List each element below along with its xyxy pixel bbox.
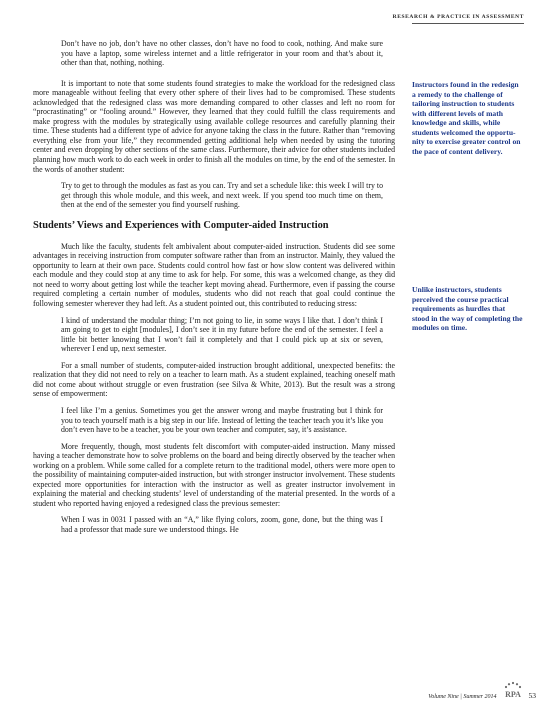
block-quote: I feel like I’m a genius. Sometimes you get the answer wrong and maybe frustrating but I think for you to teach yourself math is a big step in our life. Instead of letting the teacher teach you it’s like you don’t even have to be a teacher, you be your own teacher and computer, say, it’s assistance. — [61, 405, 383, 435]
block-quote: Don’t have no job, don’t have no other classes, don’t have no food to cook, nothing. And make sure you have a laptop, some wireless internet and a little refrigerator in your room and that’s about it, other than that, nothing, nothing. — [61, 39, 383, 68]
body-paragraph: It is important to note that some students found strategies to make the workload for the redesigned class more manageable without feeling that every other sphere of their lives had to be compromised. These students acknowledged that the redesigned class was more demanding compared to other classes and left no room for “procrastinating” or “fooling around.” However, they learned that they could fulfill the class requirements and make progress with the modules by strategically using available college resources and carefully planning their time. These students had a different type of advice for anyone taking the class in the future. Rather than “removing everything else from your life,” they recommended getting additional help when needed by using the tutoring center and even dropping by other sections of the same class. Furthermore, their advice for other students included planning how much work to do each week in order to finish all the modules on time, by the end of the semester. In the words of another student: — [33, 78, 395, 174]
section-heading: Students’ Views and Experiences with Computer-aided Instruction — [33, 219, 329, 231]
body-paragraph: More frequently, though, most students felt discomfort with computer-aided instruction. Many missed having a teacher demonstrate how to solve problems on the board and being directly observed by the teacher when working on a problem. While some called for a complete return to the traditional model, others were more open to the possibility of maintaining computer-aided instruction, but with stronger instructor involvement. These students expected more opportunities for interaction with the instructor as well as greater instructor involvement in explaining the material and checking students’ level of understanding of the material presented. In the words of a student who reported having enjoyed a redesigned class the previous semester: — [33, 441, 395, 508]
rpa-logo-icon — [502, 680, 524, 702]
issue-label: Volume Nine | Summer 2014 — [428, 694, 497, 700]
block-quote: When I was in 0031 I passed with an “A,” like flying colors, zoom, gone, done, but the thing was I had a professor that made sure we understood things. He — [61, 515, 383, 534]
sidebar-callout: Unlike instructors, students perceived the course practical requirements as hurdles that stood in the way of completing the modules on time. — [412, 285, 523, 332]
sidebar-callout: Instructors found in the redesign a remedy to the challenge of tailoring instruction to students with different levels of math knowledge and skills, while students welcomed the opportu-nity to exercise greater control on the pace of content delivery. — [412, 80, 521, 156]
svg-text:RPA: RPA — [504, 690, 521, 699]
body-paragraph: For a small number of students, computer-aided instruction brought additional, unexpected benefits: the realization that they did not need to rely on a teacher to learn math. As a student explained, teaching oneself math did not come about without struggle or even frustration (see Silva & White, 2013). But the result was a strong sense of empowerment: — [33, 360, 395, 399]
block-quote: I kind of understand the modular thing; I’m not going to lie, in some ways I like that. I don’t think I am going to get to eight [modules], I don’t see it in my future before the end of the semester. I feel a little bit better knowing that I won’t fail it completely and that I could pick up at six or seven, wherever I end up, next semester. — [61, 315, 383, 354]
page-number: 53 — [528, 691, 536, 700]
block-quote: Try to get to through the modules as fast as you can. Try and set a schedule like: this week I will try to get through this whole module, and this week, and next week. If you spend too much time on them, then at the end of the semester you find yourself rushing. — [61, 181, 383, 210]
running-head: RESEARCH & PRACTICE IN ASSESSMENT — [392, 14, 524, 20]
running-head-rule — [412, 23, 524, 24]
main-text-column — [33, 39, 395, 542]
body-paragraph: Much like the faculty, students felt ambivalent about computer-aided instruction. Students did see some advantages in receiving instruction from computer software rather than from an instructor. Mainly, they valued the opportunity to learn at their own pace. Students could control how fast or how slow content was delivered within each module and they could stop at any time to ask for help. For some, this was a welcomed change, as they did not need to worry about getting lost while the teacher kept moving ahead. Furthermore, even if passing the course required completing a certain number of modules, students who did not reach that goal could continue the following semester wherever they had left. As a student pointed out, this contributed to reducing stress: — [33, 241, 395, 309]
page-footer — [428, 680, 536, 702]
